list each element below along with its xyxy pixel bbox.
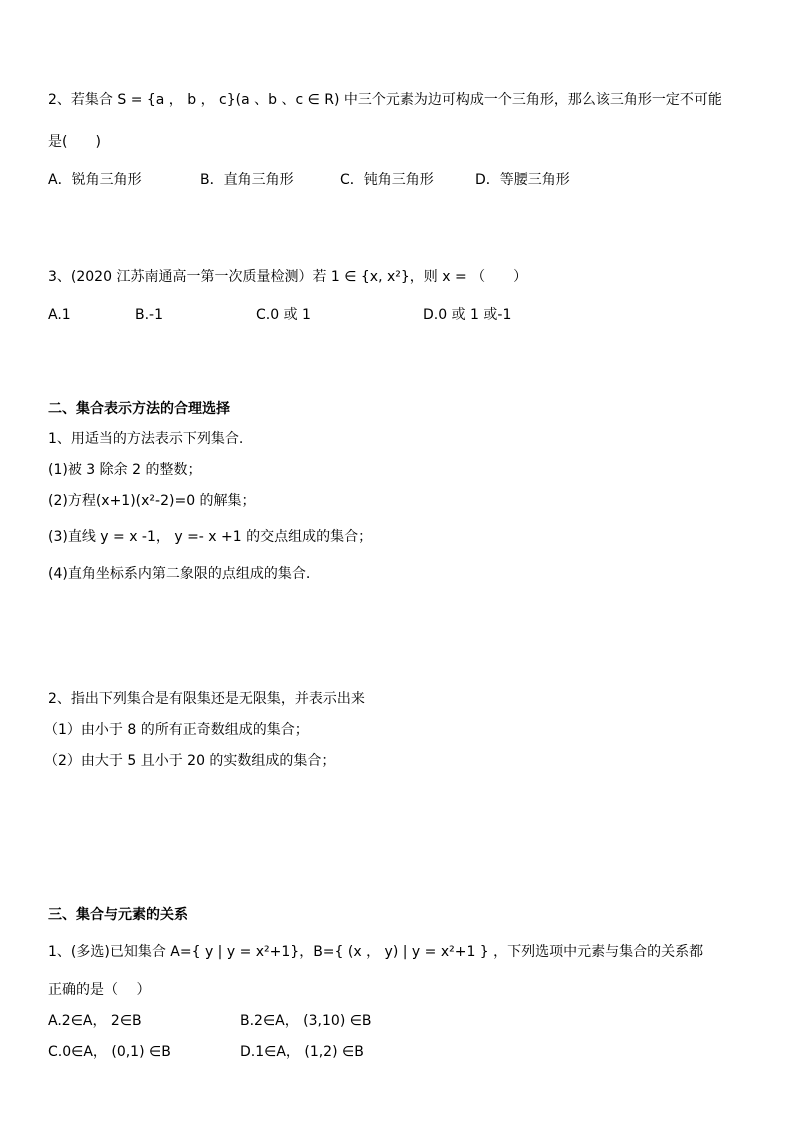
question-triangle-stem: 2、若集合 S = {a ， b ， c}(a 、b 、c ∈ R) 中三个元素为边可构成一个三角形，那么该三角形一定不可能 [48,92,722,108]
sub-item: (4)直角坐标系内第二象限的点组成的集合. [48,566,311,582]
option-a: A.1 [48,307,71,323]
option-b: B．直角三角形 [200,172,294,188]
option-d: D．等腰三角形 [475,172,570,188]
option-c: C.0 或 1 [256,307,311,323]
option-c: C．钝角三角形 [340,172,434,188]
option-d: D.1∈A， (1,2) ∈B [240,1044,364,1060]
option-a: A.2∈A， 2∈B [48,1013,142,1029]
question-triangle-stem-cont: 是( ) [48,134,101,150]
sub-item: （2）由大于 5 且小于 20 的实数组成的集合； [44,753,336,769]
section-heading: 三、集合与元素的关系 [48,907,188,923]
option-c: C.0∈A， (0,1) ∈B [48,1044,171,1060]
option-b: B.-1 [135,307,164,323]
option-b: B.2∈A， (3,10) ∈B [240,1013,372,1029]
sub-item: (2)方程(x+1)(x²-2)=0 的解集； [48,493,256,509]
option-d: D.0 或 1 或-1 [423,307,512,323]
sub-item: (3)直线 y = x -1， y =- x +1 的交点组成的集合； [48,529,373,545]
sub-item: (1)被 3 除余 2 的整数； [48,462,202,478]
question-stem: 1、用适当的方法表示下列集合. [48,431,244,447]
question-stem: 1、(多选)已知集合 A={ y | y = x²+1}，B={ (x ， y) | y = x²+1 } ，下列选项中元素与集合的关系都 [48,944,704,960]
sub-item: （1）由小于 8 的所有正奇数组成的集合； [44,722,309,738]
section-heading: 二、集合表示方法的合理选择 [48,401,230,417]
question-stem-cont: 正确的是（ ） [48,982,151,998]
question-2020-stem: 3、(2020 江苏南通高一第一次质量检测）若 1 ∈ {x, x²}，则 x = （ ） [48,269,528,285]
option-a: A．锐角三角形 [48,172,142,188]
question-stem: 2、指出下列集合是有限集还是无限集，并表示出来 [48,691,365,707]
